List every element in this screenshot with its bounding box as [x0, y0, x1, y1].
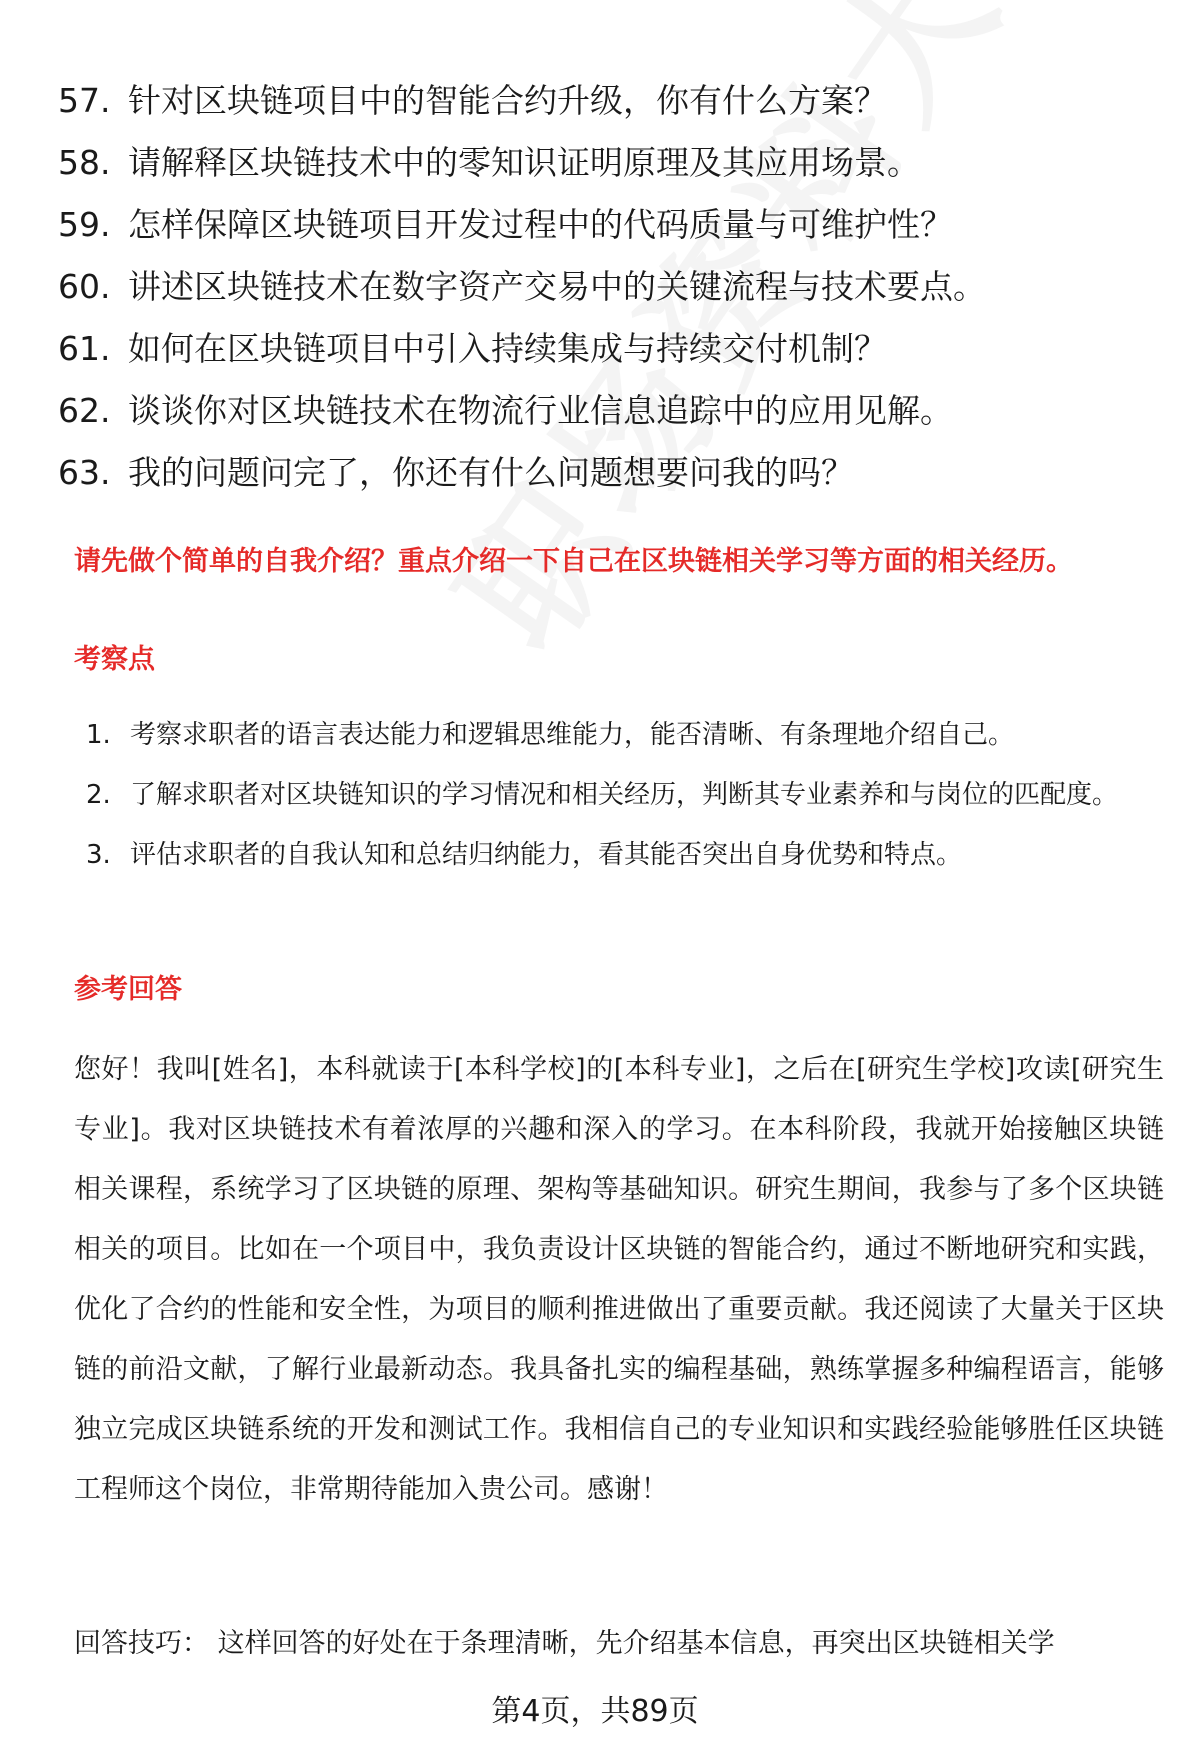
question-text: 针对区块链项目中的智能合约升级，你有什么方案？ — [128, 81, 887, 120]
point-number: 2. — [86, 780, 111, 810]
question-text: 如何在区块链项目中引入持续集成与持续交付机制？ — [128, 329, 887, 368]
question-number: 63. — [58, 453, 111, 492]
assessment-heading: 考察点 — [74, 644, 155, 675]
reference-answer-heading: 参考回答 — [74, 974, 182, 1005]
assessment-point — [86, 826, 1166, 884]
question-text: 讲述区块链技术在数字资产交易中的关键流程与技术要点。 — [128, 267, 986, 306]
question-item — [58, 256, 1158, 318]
question-text: 谈谈你对区块链技术在物流行业信息追踪中的应用见解。 — [128, 391, 953, 430]
question-number: 58. — [58, 143, 111, 182]
question-list — [58, 70, 1158, 504]
question-text: 怎样保障区块链项目开发过程中的代码质量与可维护性？ — [128, 205, 953, 244]
point-text: 了解求职者对区块链知识的学习情况和相关经历，判断其专业素养和与岗位的匹配度。 — [130, 780, 1119, 810]
question-number: 61. — [58, 329, 111, 368]
question-number: 59. — [58, 205, 111, 244]
assessment-points-list — [86, 706, 1166, 886]
page-number-footer: 第4页，共89页 — [491, 1694, 699, 1729]
point-text: 评估求职者的自我认知和总结归纳能力，看其能否突出自身优势和特点。 — [130, 840, 963, 870]
interview-question-heading: 请先做个简单的自我介绍？重点介绍一下自己在区块链相关学习等方面的相关经历。 — [74, 546, 1073, 577]
question-item — [58, 380, 1158, 442]
question-number: 62. — [58, 391, 111, 430]
assessment-point — [86, 706, 1166, 764]
question-text: 我的问题问完了，你还有什么问题想要问我的吗？ — [128, 453, 854, 492]
answer-tips-text: 回答技巧： 这样回答的好处在于条理清晰，先介绍基本信息，再突出区块链相关学 — [74, 1628, 1055, 1659]
question-item — [58, 318, 1158, 380]
question-number: 57. — [58, 81, 111, 120]
question-item — [58, 442, 1158, 504]
reference-answer-text: 您好！我叫[姓名]，本科就读于[本科学校]的[本科专业]，之后在[研究生学校]攻读[研究生专业]。我对区块链技术有着浓厚的兴趣和深入的学习。在本科阶段，我就开始接触区块链相关课程，系统学习了区块链的原理、架构等基础知识。研究生期间，我参与了多个区块链相关的项目。比如在一个项目中，我负责设计区块链的智能合约，通过不断地研究和实践，优化了合约的性能和安全性，为项目的顺利推进做出了重要贡献。我还阅读了大量关于区块链的前沿文献，了解行业最新动态。我具备扎实的编程基础，熟练掌握多种编程语言，能够独立完成区块链系统的开发和测试工作。我相信自己的专业知识和实践经验能够胜任区块链工程师这个岗位，非常期待能加入贵公司。感谢！ — [74, 1054, 1164, 1505]
question-item — [58, 70, 1158, 132]
question-item — [58, 132, 1158, 194]
question-text: 请解释区块链技术中的零知识证明原理及其应用场景。 — [128, 143, 920, 182]
assessment-point — [86, 766, 1166, 824]
point-number: 3. — [86, 840, 111, 870]
point-text: 考察求职者的语言表达能力和逻辑思维能力，能否清晰、有条理地介绍自己。 — [130, 720, 1015, 750]
question-number: 60. — [58, 267, 111, 306]
point-number: 1. — [86, 720, 111, 750]
question-item — [58, 194, 1158, 256]
